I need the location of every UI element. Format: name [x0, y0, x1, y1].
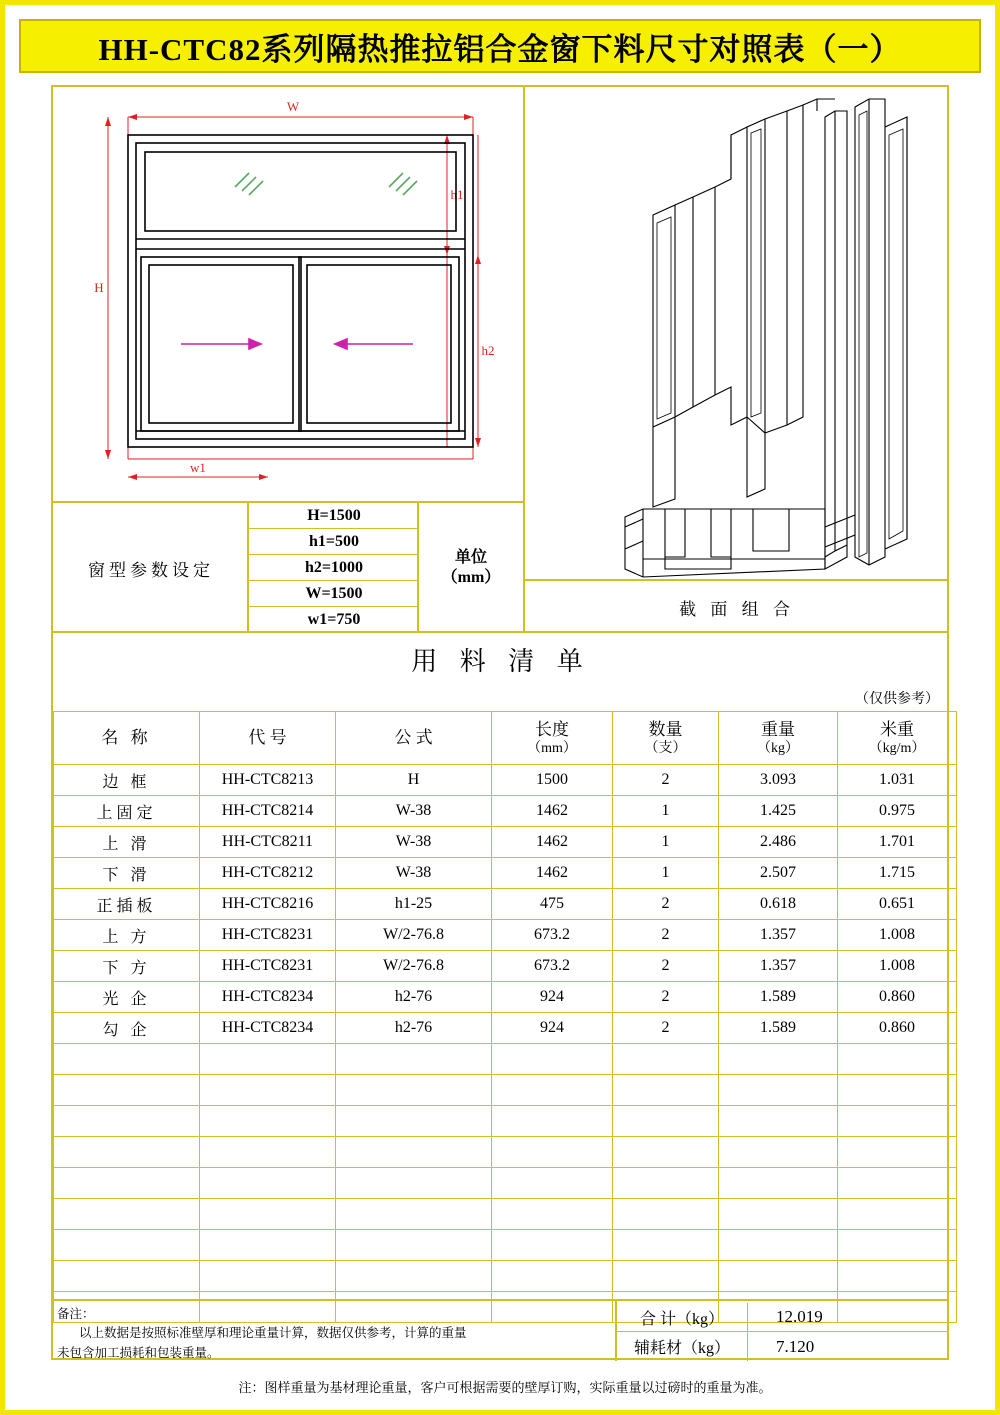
cell-empty — [719, 1261, 838, 1292]
table-row-empty — [54, 1199, 957, 1230]
cell-formula: W/2-76.8 — [336, 920, 492, 951]
cell-length: 673.2 — [492, 951, 613, 982]
table-row-empty — [54, 1230, 957, 1261]
cell-empty — [54, 1199, 200, 1230]
aux-value: 7.120 — [776, 1336, 815, 1356]
table-row-empty — [54, 1261, 957, 1292]
cell-formula: W-38 — [336, 827, 492, 858]
parameter-values — [249, 503, 419, 633]
cell-empty — [492, 1199, 613, 1230]
cell-empty — [492, 1261, 613, 1292]
cell-length: 1500 — [492, 765, 613, 796]
cell-empty — [613, 1044, 719, 1075]
cell-empty — [492, 1137, 613, 1168]
header-quantity: 数量 （支） — [613, 712, 719, 765]
cell-qty: 1 — [613, 858, 719, 889]
cell-formula: h1-25 — [336, 889, 492, 920]
cell-formula: W-38 — [336, 858, 492, 889]
cell-empty — [719, 1230, 838, 1261]
cell-code: HH-CTC8214 — [200, 796, 336, 827]
cell-name: 边 框 — [54, 765, 200, 796]
cell-mweight: 1.715 — [838, 858, 957, 889]
cell-empty — [54, 1168, 200, 1199]
cell-empty — [613, 1261, 719, 1292]
table-header-row — [54, 712, 957, 765]
cell-qty: 2 — [613, 1013, 719, 1044]
bom-title: 用 料 清 单 — [411, 646, 591, 676]
cell-mweight: 1.031 — [838, 765, 957, 796]
cell-weight: 1.425 — [719, 796, 838, 827]
cell-empty — [613, 1075, 719, 1106]
parameter-label: 窗型参数设定 — [88, 560, 214, 580]
cell-empty — [838, 1106, 957, 1137]
cell-empty — [838, 1168, 957, 1199]
cell-empty — [200, 1106, 336, 1137]
cell-name: 光 企 — [54, 982, 200, 1013]
header-weight: 重量 （kg） — [719, 712, 838, 765]
aux-label: 辅耗材（kg） — [617, 1332, 748, 1361]
cell-code: HH-CTC8231 — [200, 951, 336, 982]
table-row-empty — [54, 1044, 957, 1075]
cell-code: HH-CTC8211 — [200, 827, 336, 858]
parameter-value-W: W=1500 — [249, 581, 419, 607]
cell-empty — [492, 1044, 613, 1075]
cell-length: 924 — [492, 1013, 613, 1044]
cell-empty — [613, 1168, 719, 1199]
cell-length: 475 — [492, 889, 613, 920]
table-row-empty — [54, 1106, 957, 1137]
bom-table-head — [54, 712, 957, 765]
svg-text:W: W — [286, 99, 300, 114]
cell-formula: W-38 — [336, 796, 492, 827]
table-row-empty — [54, 1137, 957, 1168]
header-formula: 公 式 — [336, 712, 492, 765]
cell-mweight: 1.008 — [838, 951, 957, 982]
cell-code: HH-CTC8213 — [200, 765, 336, 796]
cell-empty — [492, 1075, 613, 1106]
svg-text:h2: h2 — [481, 343, 495, 358]
cell-code: HH-CTC8212 — [200, 858, 336, 889]
cell-empty — [200, 1199, 336, 1230]
cell-empty — [200, 1137, 336, 1168]
cell-name: 勾 企 — [54, 1013, 200, 1044]
cell-name: 上固定 — [54, 796, 200, 827]
bottom-note: 注：图样重量为基材理论重量，客户可根据需要的壁厚订购，实际重量以过磅时的重量为准。 — [238, 1380, 772, 1395]
table-row — [54, 827, 957, 858]
cell-mweight: 1.701 — [838, 827, 957, 858]
cell-empty — [719, 1044, 838, 1075]
cell-name: 上 方 — [54, 920, 200, 951]
cell-length: 1462 — [492, 858, 613, 889]
table-row — [54, 765, 957, 796]
cell-empty — [336, 1075, 492, 1106]
document-title-bar — [19, 19, 981, 73]
cell-qty: 2 — [613, 920, 719, 951]
cell-qty: 2 — [613, 765, 719, 796]
cell-code: HH-CTC8231 — [200, 920, 336, 951]
cell-empty — [54, 1230, 200, 1261]
svg-text:w1: w1 — [190, 460, 206, 475]
cell-empty — [336, 1261, 492, 1292]
total-label: 合 计（kg） — [617, 1303, 748, 1331]
header-meter-weight: 米重 （kg/m） — [838, 712, 957, 765]
cell-qty: 2 — [613, 951, 719, 982]
cell-formula: h2-76 — [336, 1013, 492, 1044]
cell-code: HH-CTC8234 — [200, 1013, 336, 1044]
bom-table-body — [54, 765, 957, 1323]
cell-empty — [838, 1044, 957, 1075]
cell-empty — [336, 1230, 492, 1261]
cell-formula: H — [336, 765, 492, 796]
parameter-value-h1: h1=500 — [249, 529, 419, 555]
cell-empty — [336, 1137, 492, 1168]
svg-text:H: H — [94, 280, 104, 295]
totals-block — [617, 1303, 949, 1361]
table-row — [54, 951, 957, 982]
cell-empty — [336, 1199, 492, 1230]
remark-line-1: 以上数据是按照标准壁厚和理论重量计算，数据仅供参考，计算的重量 — [79, 1326, 467, 1341]
cell-length: 1462 — [492, 827, 613, 858]
cell-empty — [336, 1168, 492, 1199]
cell-formula: W/2-76.8 — [336, 951, 492, 982]
cell-empty — [719, 1075, 838, 1106]
table-row-empty — [54, 1168, 957, 1199]
cell-empty — [613, 1230, 719, 1261]
table-row — [54, 796, 957, 827]
cell-empty — [838, 1261, 957, 1292]
table-row — [54, 982, 957, 1013]
parameter-value-h2: h2=1000 — [249, 555, 419, 581]
remark-title: 备注： — [57, 1307, 95, 1321]
cell-empty — [492, 1230, 613, 1261]
window-elevation-drawing — [53, 87, 523, 501]
table-row — [54, 1013, 957, 1044]
cell-weight: 0.618 — [719, 889, 838, 920]
cell-empty — [200, 1261, 336, 1292]
cell-weight: 1.589 — [719, 1013, 838, 1044]
cell-mweight: 0.860 — [838, 1013, 957, 1044]
page-title: HH-CTC82系列隔热推拉铝合金窗下料尺寸对照表（一） — [98, 31, 902, 67]
cell-empty — [719, 1137, 838, 1168]
cell-mweight: 0.975 — [838, 796, 957, 827]
cell-qty: 2 — [613, 982, 719, 1013]
header-name: 名 称 — [54, 712, 200, 765]
cell-name: 下 方 — [54, 951, 200, 982]
cell-empty — [719, 1168, 838, 1199]
cell-mweight: 0.651 — [838, 889, 957, 920]
cell-empty — [54, 1137, 200, 1168]
unit-label: 单位 — [454, 549, 487, 566]
section-caption: 截 面 组 合 — [679, 599, 795, 619]
svg-text:h1: h1 — [450, 187, 464, 202]
header-code: 代 号 — [200, 712, 336, 765]
remark-line-2: 未包含加工损耗和包装重量。 — [57, 1345, 220, 1360]
parameter-value-H: H=1500 — [249, 503, 419, 529]
cell-empty — [54, 1075, 200, 1106]
cell-empty — [719, 1106, 838, 1137]
cell-weight: 2.486 — [719, 827, 838, 858]
cell-mweight: 1.008 — [838, 920, 957, 951]
reference-note: （仅供参考） — [855, 692, 939, 707]
cell-weight: 1.357 — [719, 951, 838, 982]
cell-weight: 1.589 — [719, 982, 838, 1013]
cell-qty: 1 — [613, 796, 719, 827]
total-value: 12.019 — [776, 1307, 823, 1326]
cell-name: 正插板 — [54, 889, 200, 920]
cell-empty — [838, 1075, 957, 1106]
cell-empty — [838, 1199, 957, 1230]
table-row — [54, 920, 957, 951]
cell-weight: 3.093 — [719, 765, 838, 796]
cell-empty — [200, 1230, 336, 1261]
cell-empty — [492, 1106, 613, 1137]
cell-name: 下 滑 — [54, 858, 200, 889]
aux-row — [617, 1332, 949, 1361]
cell-empty — [838, 1137, 957, 1168]
cell-empty — [613, 1106, 719, 1137]
cell-qty: 1 — [613, 827, 719, 858]
unit-value: （mm） — [441, 569, 501, 586]
table-row-empty — [54, 1075, 957, 1106]
cell-length: 1462 — [492, 796, 613, 827]
header-length: 长度 （mm） — [492, 712, 613, 765]
total-row — [617, 1303, 949, 1332]
cell-length: 924 — [492, 982, 613, 1013]
cell-empty — [336, 1106, 492, 1137]
cell-mweight: 0.860 — [838, 982, 957, 1013]
cell-empty — [54, 1044, 200, 1075]
cell-empty — [613, 1199, 719, 1230]
cell-empty — [613, 1137, 719, 1168]
cell-empty — [838, 1230, 957, 1261]
table-row — [54, 889, 957, 920]
bom-table — [53, 711, 957, 1323]
cell-weight: 2.507 — [719, 858, 838, 889]
cell-weight: 1.357 — [719, 920, 838, 951]
cell-qty: 2 — [613, 889, 719, 920]
cell-name: 上 滑 — [54, 827, 200, 858]
cell-empty — [492, 1168, 613, 1199]
cell-code: HH-CTC8216 — [200, 889, 336, 920]
parameter-value-w1: w1=750 — [307, 611, 361, 628]
cell-empty — [200, 1168, 336, 1199]
unit-block — [419, 503, 523, 633]
section-assembly-drawing — [525, 87, 949, 581]
cell-length: 673.2 — [492, 920, 613, 951]
cell-empty — [200, 1075, 336, 1106]
cell-code: HH-CTC8234 — [200, 982, 336, 1013]
cell-empty — [719, 1199, 838, 1230]
cell-empty — [54, 1106, 200, 1137]
cell-formula: h2-76 — [336, 982, 492, 1013]
cell-empty — [54, 1261, 200, 1292]
cell-empty — [200, 1044, 336, 1075]
table-row — [54, 858, 957, 889]
remark-block — [57, 1305, 617, 1363]
cell-empty — [336, 1044, 492, 1075]
